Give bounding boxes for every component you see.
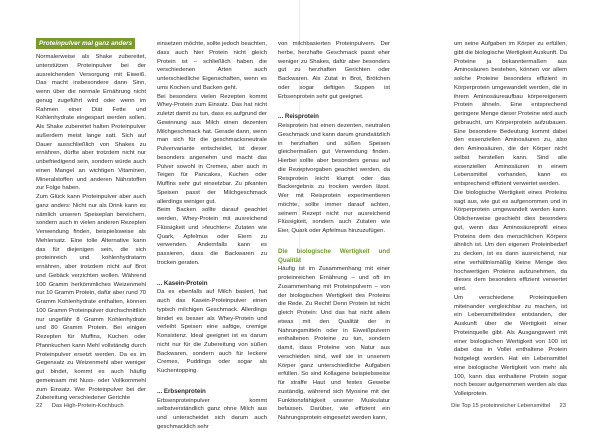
book-title: Das High-Protein-Kochbuch (51, 403, 124, 409)
paragraph: Häufig ist im Zusammenhang mit einer proteinreichen Ernährung – und oft im Zusammenhang mit Proteinpulvern – von der biologischen Wertigkeit des Proteins die Rede. Zu Recht! Denn Protein ist nicht gleich Protein: Und das hat nicht allein etwas mit den Qualität der in Nahrungsmitteln oder in Eiweißpulvern enthaltenen Proteine zu tun, sondern damit, dass Proteine von Natur aus verschieden sind, weil sie in unserem Körper ganz unterschiedliche Aufgaben erfüllen. So sind Kollagene beispielsweise für straffe Haut und festes Gewebe zuständig, während sich Myosine mit der Funktionsfähigkeit unserer Muskulatur befassen. Darüber, wie effizient ein Nahrungsprotein eingesetzt werden kann, (278, 266, 390, 421)
right-column-1 (454, 40, 567, 399)
paragraph: Beim Backen sollte darauf geachtet werden, Whey-Protein mit ausreichend Flüssigkeit und »feuchten« Zutaten wie Quark, Apfelmus oder Eiern zu verwenden. Andernfalls kann es passieren, dass die Backwaren zu trocken geraten. (157, 207, 267, 266)
page-number: 22 (36, 403, 43, 409)
left-column-3 (278, 40, 390, 423)
right-page-footer (451, 403, 566, 409)
paragraph: Normalerweise als Shake zubereitet, unterstützen Proteinpulver bei der ausreichenden Versorgung mit Eiweiß. Das macht insbesondere dann Sinn, wenn über die normale Ernährung nicht genug zugeführt wird oder wenn im Rahmen einer Diät Fette und Kohlenhydrate eingespart werden sollen. Als Shake zubereitet halten Proteinpulver außerdem meist lange satt. Sich auf Dauer ausschließlich von Shakes zu ernähren, dürfte aber trotzdem nicht nur unbefriedigend sein, sondern würde auch einen Mangel an wichtigen Vitaminen, Mineralstoffen und anderen Nährstoffen zur Folge haben. (36, 54, 146, 192)
paragraph: Die biologische Wertigkeit eines Proteins sagt aus, wie gut es aufgenommen und in Körperprotein umgewandelt werden kann. Üblicherweise geschieht dies besonders gut, wenn das Aminosäureprofil eines Proteins dem des menschlichen Körpers ähnlich ist. Um den eigenen Proteinbedarf zu decken, ist es dann ausreichend, nur eine verhältnismäßig kleine Menge des hochwertigen Proteins aufzunehmen, da dieses dem besonders effizient verwertet wird. (454, 189, 567, 292)
page-number: 23 (559, 403, 566, 409)
paragraph: Reisprotein hat einen dezenten, neutralen Geschmack und kann darum grundsätzlich in herzhaften und süßen Speisen gleichermaßen gut Verwendung finden. Hierbei sollte aber besonders genau auf die Rezeptvorgaben geachtet werden, da Reisprotein leicht klumpt oder das Backergebnis zu trocken werden lässt. Wer mit Reisprotein experimentieren möchte, sollte immer darauf achten, seinem Rezept nicht nur ausreichend Flüssigkeit, sondern auch Zutaten wie Eier, Quark oder Apfelmus hinzuzufügen. (278, 123, 390, 234)
paragraph: einsetzen möchte, sollte jedoch beachten, dass auch hier Protein nicht gleich Protein ist – schließlich haben die verschiedenen Arten auch unterschiedliche Eigenschaften, wenn es ums Kochen und Backen geht. (157, 41, 267, 91)
section-heading-proteinpulver: Proteinpulver mal ganz anders (36, 38, 135, 49)
subheading-biologische-wertigkeit: Die biologische Wertigkeit und Qualität (278, 247, 390, 264)
subheading-erbsen: ... Erbsenprotein (157, 387, 206, 395)
paragraph: Erbsenproteinpulver kommt selbstverständlich ganz ohne Milch aus und unterscheidet sich darum auch geschmacklich sehr (157, 397, 267, 430)
spacer (157, 268, 267, 276)
left-column-1 (36, 38, 146, 403)
left-page-footer (36, 403, 124, 409)
left-column-2 (157, 40, 267, 432)
subheading-kasein: ... Kasein-Protein (157, 279, 208, 287)
spacer (278, 101, 390, 109)
paragraph: von milchbasierten Proteinpulvern. Der herbe, herzhafte Geschmack passt eher weniger zu Shakes, dafür aber besonders gut zu herzhaften Gerichten oder Backwaren. Als Zutat in Brot, Brötchen oder sogar deftigen Suppen ist Erbsenprotein sehr gut geeignet. (278, 41, 390, 100)
paragraph: Um verschiedene Proteinquellen miteinander vergleichbar zu machen, ist ein Lebensmittelindex entstanden, der Auskunft über die Wertigkeit einer Proteinquelle gibt. Als Ausgangswert mit einer biologischen Wertigkeit von 100 ist dabei das in Vollei enthaltene Protein festgelegt worden. Hat ein Lebensmittel eine biologische Wertigkeit von mehr als 100, kann das enthaltene Protein sogar noch besser aufgenommen werden als das Volleiprotein. (454, 294, 567, 397)
paragraph: Da es ebenfalls auf Milch basiert, hat auch das Kasein-Proteinpulver einen typisch milchigen Geschmack. Allerdings bindet es besser als Whey-Protein und verleiht Speisen eine saftige, cremige Konsistenz. Ideal geeignet ist es darum nicht nur für die Zubereitung von süßen Backwaren, sondern auch für leckere Cremes, Puddings oder sogar als Kuchentopping. (157, 289, 267, 374)
paragraph: um seine Aufgaben im Körper zu erfüllen, gibt die biologische Wertigkeit Auskunft. Da Proteine ja bekanntermaßen aus Aminosäuren bestehen, können vor allem solche Proteine besonders effizient in Körperprotein umgewandelt werden, die in ihrem Aminosäureaufbau körpereigenem Protein ähneln. Eine entsprechend geringere Menge dieser Proteine wird auch gebraucht, um Körperprotein aufzubauen. Eine besondere Bedeutung kommt dabei den essenziellen Aminosäuren zu, also den Aminosäuren, die der Körper nicht selbst herstellen kann. Sind alle essenziellen Aminosäuren in einem Lebensmittel vorhanden, kann es entsprechend effizient verwertet werden. (454, 41, 567, 187)
paragraph: Zum Glück kann Proteinpulver aber auch ganz anders: Nicht nur als Drink kann es nämlich unseren Speiseplan bereichern, sondern auch in vielen anderen Rezepten Verwendung finden, beispielsweise als Mehlersatz. Eine tolle Alternative kann das für diejenigen sein, die sich proteinreich und kohlenhydratarm ernähren, aber trotzdem nicht auf Brot und Gebäck verzichten wollen. Während 100 Gramm herkömmliches Weizenmehl nur 10 Gramm Protein, dafür aber rund 70 Gramm Kohlenhydrate enthalten, können 100 Gramm Proteinpulver durchschnittlich nur ungefähr 8 Gramm Kohlenhydrate und 80 Gramm Protein. Bei einigen Rezepten für Muffins, Kuchen oder Pfannkuchen kann Mehl vollständig durch Proteinpulver ersetzt werden. Da es im Gegensatz zu Weizenmehl aber weniger gut bindet, kommt es auch häufig gemeinsam mit Nuss- oder Vollkornmehl zum Einsatz. Wer Proteinpulver bei der Zubereitung verschiedener Gerichte (36, 194, 147, 402)
paragraph: Bei besonders vielen Rezepten kommt Whey-Protein zum Einsatz. Das hat nicht zuletzt damit zu tun, dass es aufgrund der Gewinnung aus Milch einen dezenten Milchgeschmack hat. Gerade dann, wenn man sich für die geschmacksneutrale Pulvervariante entscheidet, ist dieser besonders angenehm und macht das Pulver sowohl in Cremes, aber auch in Teigen für Pancakes, Kuchen oder Muffins sehr gut einsetzbar. Zu pikanten Speisen passt der Milchgeschmack allerdings weniger gut. (157, 93, 267, 205)
spacer (278, 236, 390, 244)
subheading-reis: ... Reisprotein (278, 113, 319, 121)
spacer (157, 376, 267, 384)
chapter-title: Die Top 15 proteinreicher Lebensmittel (451, 403, 551, 409)
